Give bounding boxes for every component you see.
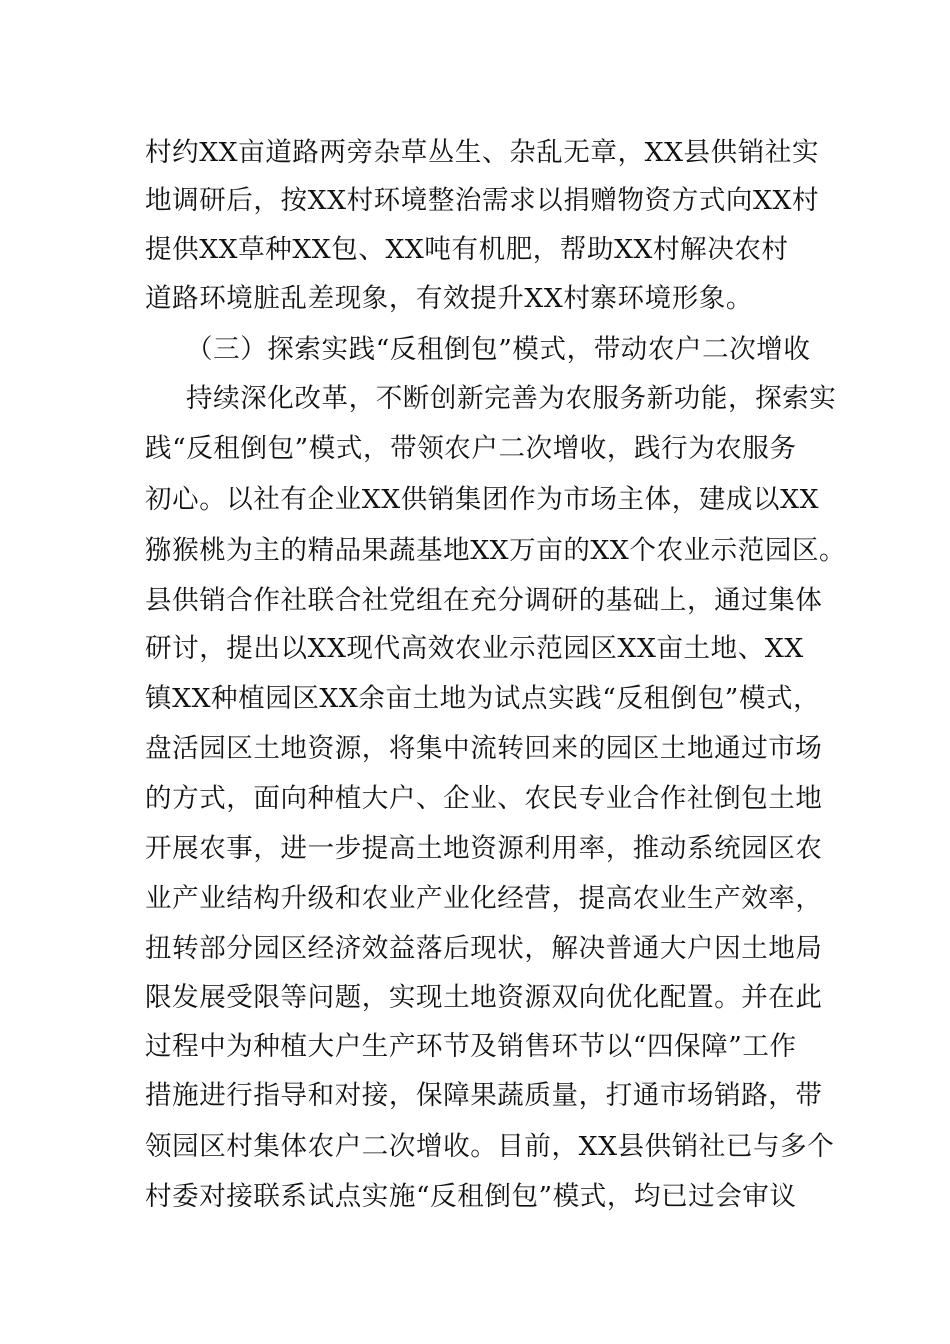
section-heading: （三）探索实践“反租倒包”模式，带动农户二次增收	[186, 334, 811, 365]
text-line: 县供销合作社联合社党组在充分调研的基础上，通过集体	[145, 585, 823, 616]
text-line: 措施进行指导和对接，保障果蔬质量，打通市场销路，带	[145, 1080, 823, 1111]
text-line: 扭转部分园区经济效益落后现状，解决普通大户因土地局	[145, 933, 823, 964]
text-line: 开展农事，进一步提高土地资源利用率，推动系统园区农	[145, 833, 823, 864]
text-line: 猕猴桃为主的精品果蔬基地XX万亩的XX个农业示范园区。	[145, 535, 847, 566]
text-line: 过程中为种植大户生产环节及销售环节以“四保障”工作	[145, 1031, 797, 1062]
text-line: 的方式，面向种植大户、企业、农民专业合作社倒包土地	[145, 783, 823, 814]
text-line: 地调研后，按XX村环境整治需求以捐赠物资方式向XX村	[145, 185, 820, 216]
text-line: 业产业结构升级和农业产业化经营，提高农业生产效率，	[145, 883, 823, 914]
text-line: 村约XX亩道路两旁杂草丛生、杂乱无章，XX县供销社实	[145, 137, 820, 168]
text-line: 提供XX草种XX包、XX吨有机肥，帮助XX村解决农村	[145, 234, 789, 265]
text-line: 道路环境脏乱差现象，有效提升XX村寨环境形象。	[145, 283, 754, 314]
text-line: 盘活园区土地资源，将集中流转回来的园区土地通过市场	[145, 733, 823, 764]
text-line: 村委对接联系试点实施“反租倒包”模式，均已过会审议	[145, 1181, 797, 1212]
text-line: 领园区村集体农户二次增收。目前，XX县供销社已与多个	[145, 1131, 835, 1162]
text-line: 践“反租倒包”模式，带领农户二次增收，践行为农服务	[145, 433, 797, 464]
text-line: 限发展受限等问题，实现土地资源双向优化配置。并在此	[145, 982, 823, 1013]
text-line: 初心。以社有企业XX供销集团作为市场主体，建成以XX	[145, 484, 820, 515]
text-line: 持续深化改革，不断创新完善为农服务新功能，探索实	[186, 383, 837, 414]
text-line: 镇XX种植园区XX余亩土地为试点实践“反租倒包”模式，	[145, 683, 821, 714]
text-line: 研讨，提出以XX现代高效农业示范园区XX亩土地、XX	[145, 633, 804, 664]
